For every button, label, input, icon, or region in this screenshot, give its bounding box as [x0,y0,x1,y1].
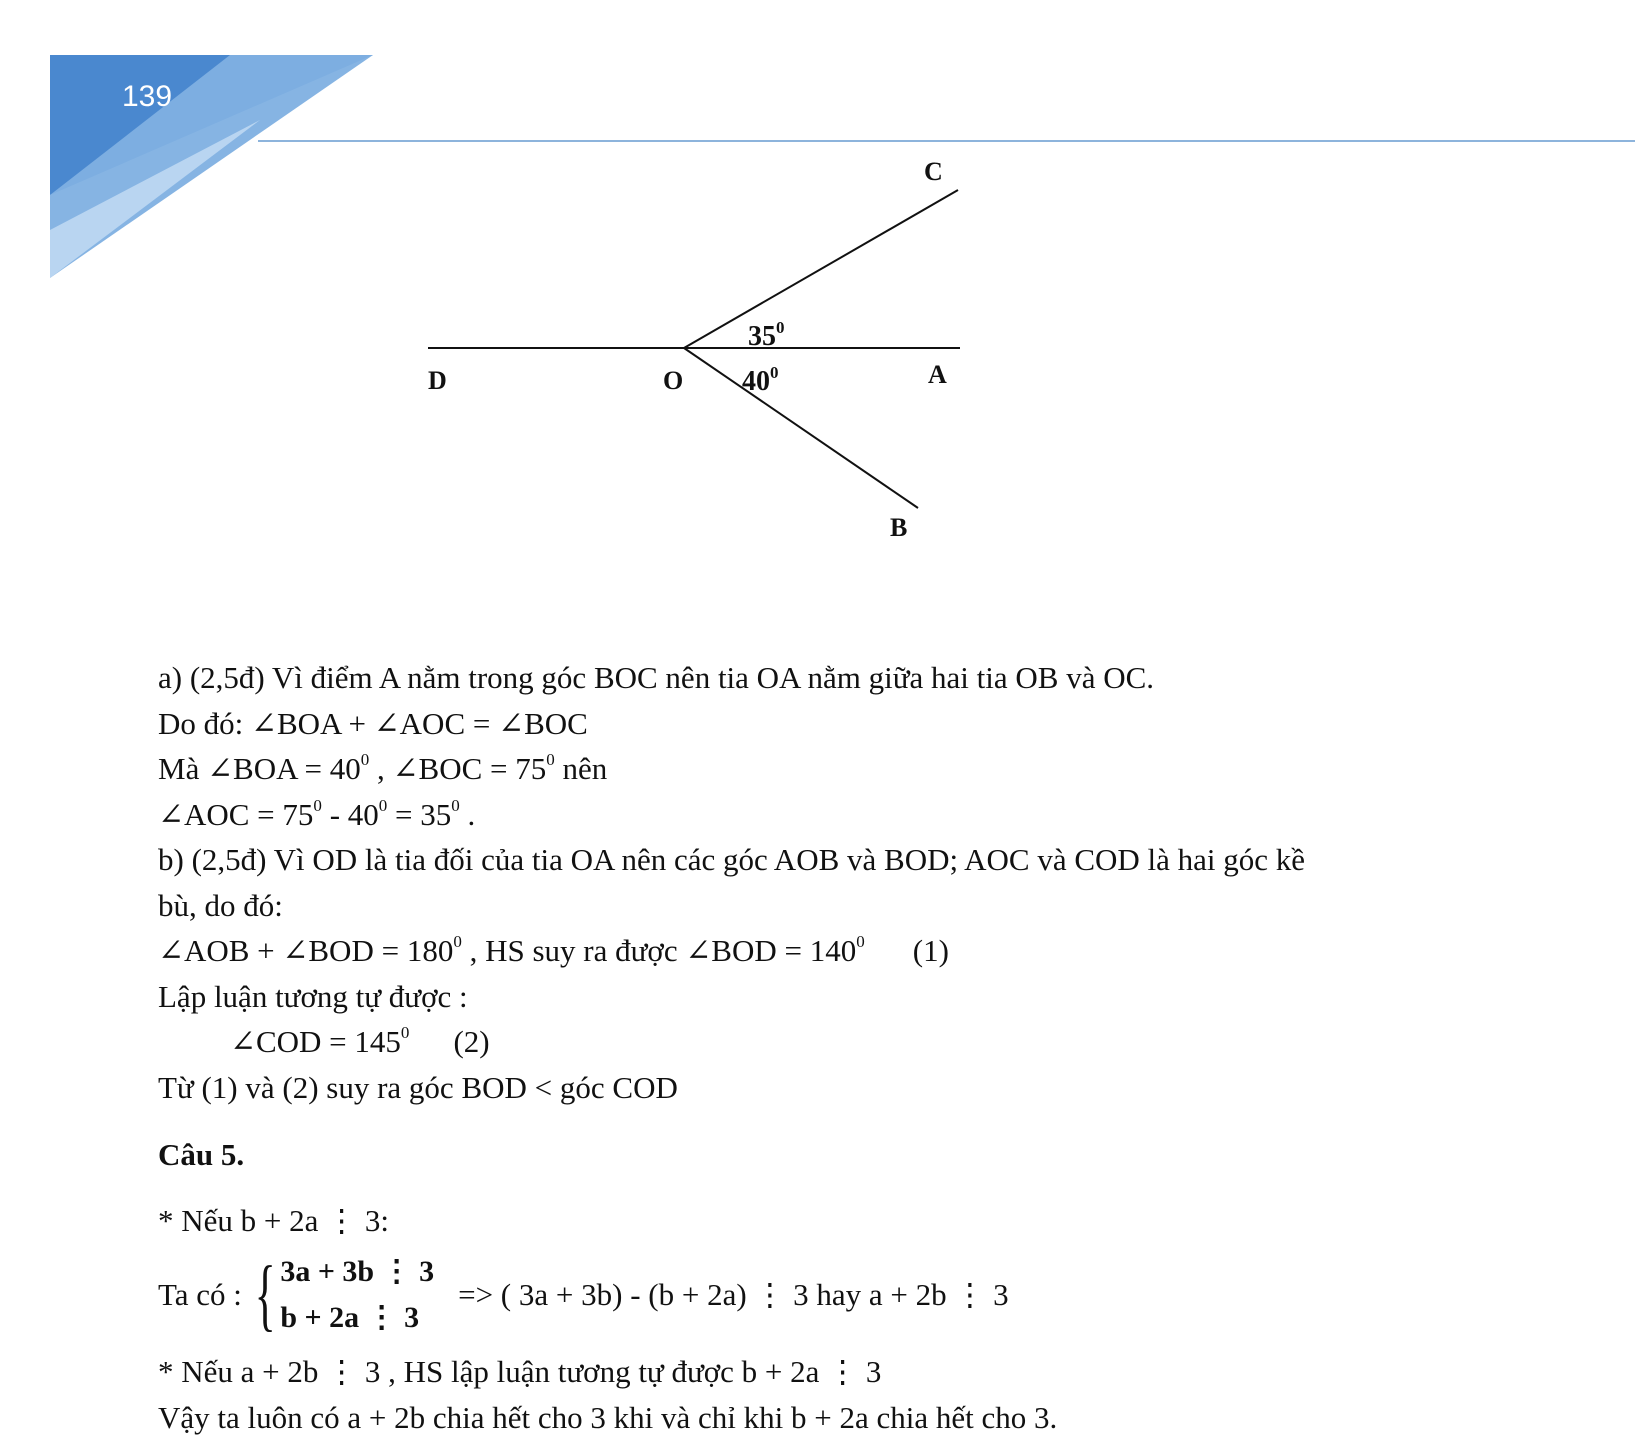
part-b-line-4: Lập luận tương tự được : [158,978,468,1014]
part-a-line-1: a) (2,5đ) Vì điểm A nằm trong góc BOC nên tia OA nằm giữa hai tia OB và OC. [158,660,1155,695]
part-a-line-2: Do đó: ∠BOA + ∠AOC = ∠BOC [158,705,588,741]
system-eq-2: b + 2a ⋮ 3 [280,1301,420,1334]
angle-diagram [0,0,1652,600]
part-b-line-5: ∠COD = $145^0$ (2) [230,1023,490,1059]
part-b-line-3: ∠AOB + ∠BOD = $180^0$ , HS suy ra được ∠BOD = $140^0$ (1) [158,932,949,968]
angle-label-aoc: $35^0$ [748,318,785,352]
part-b-line-2: bù, do đó: [158,887,283,923]
part-a-line-4: ∠AOC = $75^0 - 40^0 = 35^0$ . [158,795,476,832]
part-b-line-6: Từ (1) và (2) suy ra góc BOD < góc COD [158,1069,678,1105]
equation-system [280,1249,434,1341]
point-label-o: O [663,366,684,395]
equation-tag-2: (2) [453,1024,490,1059]
point-label-a: A [928,360,947,389]
page-number: 139 [122,80,173,113]
question-5-heading: Câu 5. [158,1137,245,1172]
point-label-d: D [428,366,447,395]
angle-label-aob: $40^0$ [742,363,779,397]
ray-ob [684,348,918,508]
system-eq-1: 3a + 3b ⋮ 3 [280,1255,435,1288]
solution-text [158,655,1608,1440]
q5-case-2: * Nếu a + 2b ⋮ 3 , HS lập luận tương tự được b + 2a ⋮ 3 [158,1354,882,1389]
brace-symbol: { [254,1251,276,1339]
part-a-line-3: Mà ∠BOA = $40^0$ , ∠BOC = $75^0$ nên [158,750,608,786]
q5-case-1: * Nếu b + 2a ⋮ 3: [158,1202,390,1238]
point-label-c: C [924,157,943,186]
q5-conclusion: Vậy ta luôn có a + 2b chia hết cho 3 khi và chỉ khi b + 2a chia hết cho 3. [158,1399,1058,1435]
part-b-line-1: b) (2,5đ) Vì OD là tia đối của tia OA nên các góc AOB và BOD; AOC và COD là hai góc kề [158,842,1306,877]
equation-tag-1: (1) [912,933,949,968]
point-label-b: B [890,513,908,542]
ray-oc [684,190,958,348]
q5-system-line: Ta có : { 3a + 3b ⋮ 3 b + 2a ⋮ 3 => ( 3a + 3b) - (b + 2a) ⋮ 3 hay a + 2b ⋮ 3 [158,1251,1009,1339]
